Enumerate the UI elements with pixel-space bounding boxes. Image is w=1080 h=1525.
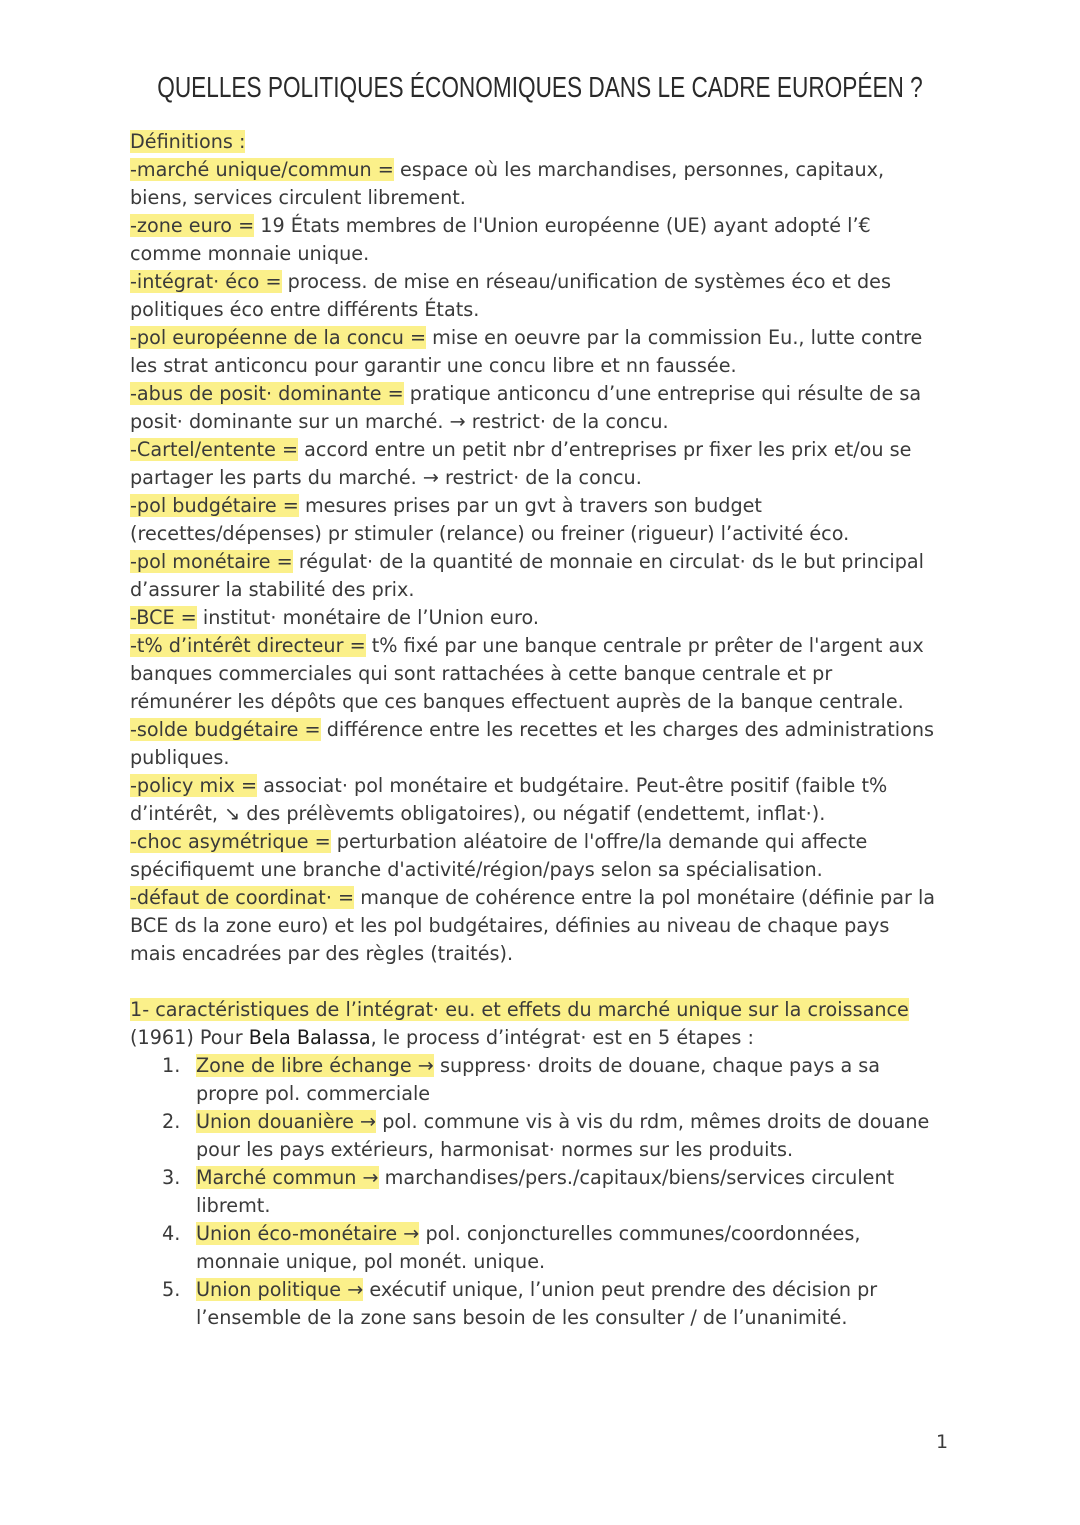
definition-text: comme monnaie unique. [130, 242, 370, 265]
step-text: pol. conjoncturelles communes/coordonnées, [419, 1222, 861, 1245]
definition-text: manque de cohérence entre la pol monétaire (définie par la [354, 886, 936, 909]
definition-term: -marché unique/commun = [130, 158, 394, 181]
definitions-heading: Définitions : [130, 130, 246, 153]
definition-term: -Cartel/entente = [130, 438, 299, 461]
page-number: 1 [936, 1431, 949, 1453]
definition-text: institut· monétaire de l’Union euro. [196, 606, 539, 629]
definition-text: t% fixé par une banque centrale pr prêter de l'argent aux [365, 634, 924, 657]
step-text: marchandises/pers./capitaux/biens/services circulent [378, 1166, 895, 1189]
definition-text: BCE ds la zone euro) et les pol budgétaires, définies au niveau de chaque pays [130, 914, 890, 937]
step-number: 2. [162, 1110, 181, 1133]
definition-text: rémunérer les dépôts que ces banques effectuent auprès de la banque centrale. [130, 690, 904, 713]
definition-term: -choc asymétrique = [130, 830, 331, 853]
step-text: pour les pays extérieurs, harmonisat· normes sur les produits. [196, 1138, 794, 1161]
step-text: propre pol. commerciale [196, 1082, 431, 1105]
definition-item [130, 268, 960, 324]
definition-term: -BCE = [130, 606, 197, 629]
definition-item [130, 772, 960, 828]
definition-text: partager les parts du marché. → restrict· de la concu. [130, 466, 642, 489]
definition-term: -pol européenne de la concu = [130, 326, 427, 349]
step-text: l’ensemble de la zone sans besoin de les consulter / de l’unanimité. [196, 1306, 848, 1329]
section-intro: (1961) Pour Bela Balassa, le process d’intégrat· est en 5 étapes : [130, 1026, 754, 1049]
definition-text: mesures prises par un gvt à travers son budget [298, 494, 762, 517]
author-name: Bela Balassa [248, 1026, 371, 1049]
step-term: Union politique → [196, 1278, 364, 1301]
definition-item [130, 380, 960, 436]
definition-item [130, 828, 960, 884]
integration-step [130, 1220, 960, 1276]
definition-text: mais encadrées par des règles (traités). [130, 942, 514, 965]
integration-step [130, 1276, 960, 1332]
integration-steps-list [130, 1052, 960, 1332]
definition-text: différence entre les recettes et les charges des administrations [320, 718, 935, 741]
integration-step [130, 1164, 960, 1220]
definition-text: pratique anticoncu d’une entreprise qui résulte de sa [403, 382, 922, 405]
step-text: exécutif unique, l’union peut prendre des décision pr [363, 1278, 878, 1301]
section-heading: 1- caractéristiques de l’intégrat· eu. et effets du marché unique sur la croissance [130, 998, 909, 1021]
definition-text: publiques. [130, 746, 230, 769]
step-text: suppress· droits de douane, chaque pays a sa [433, 1054, 881, 1077]
definition-text: biens, services circulent librement. [130, 186, 466, 209]
step-number: 1. [162, 1054, 181, 1077]
document-body [130, 128, 960, 1332]
definition-text: (recettes/dépenses) pr stimuler (relance) ou freiner (rigueur) l’activité éco. [130, 522, 850, 545]
definition-term: -pol monétaire = [130, 550, 293, 573]
definition-item [130, 632, 960, 716]
definition-term: -abus de posit· dominante = [130, 382, 404, 405]
definition-item [130, 492, 960, 548]
integration-step [130, 1052, 960, 1108]
definition-text: mise en oeuvre par la commission Eu., lutte contre [426, 326, 923, 349]
definition-term: -pol budgétaire = [130, 494, 299, 517]
definition-item [130, 436, 960, 492]
integration-step [130, 1108, 960, 1164]
definition-term: -zone euro = [130, 214, 255, 237]
definition-item [130, 884, 960, 968]
definition-item [130, 716, 960, 772]
definition-item [130, 212, 960, 268]
definition-text: process. de mise en réseau/unification de systèmes éco et des [281, 270, 891, 293]
definitions-list [130, 156, 960, 968]
definition-item [130, 324, 960, 380]
definition-text: 19 États membres de l'Union européenne (UE) ayant adopté l’€ [254, 214, 871, 237]
definition-text: associat· pol monétaire et budgétaire. Peut-être positif (faible t% [257, 774, 888, 797]
step-number: 3. [162, 1166, 181, 1189]
definition-text: banques commerciales qui sont rattachées à cette banque centrale et pr [130, 662, 833, 685]
step-number: 5. [162, 1278, 181, 1301]
definition-term: -intégrat· éco = [130, 270, 282, 293]
definition-term: -défaut de coordinat· = [130, 886, 355, 909]
definition-text: accord entre un petit nbr d’entreprises pr fixer les prix et/ou se [298, 438, 912, 461]
step-number: 4. [162, 1222, 181, 1245]
definition-term: -solde budgétaire = [130, 718, 321, 741]
step-term: Union éco-monétaire → [196, 1222, 420, 1245]
definition-term: -t% d’intérêt directeur = [130, 634, 366, 657]
definition-text: perturbation aléatoire de l'offre/la demande qui affecte [330, 830, 868, 853]
step-text: monnaie unique, pol monét. unique. [196, 1250, 546, 1273]
definition-item [130, 156, 960, 212]
step-term: Union douanière → [196, 1110, 377, 1133]
definition-text: spécifiquemt une branche d'activité/région/pays selon sa spécialisation. [130, 858, 823, 881]
definition-text: posit· dominante sur un marché. → restrict· de la concu. [130, 410, 669, 433]
step-text: pol. commune vis à vis du rdm, mêmes droits de douane [376, 1110, 930, 1133]
definition-item [130, 548, 960, 604]
definition-text: politiques éco entre différents États. [130, 298, 480, 321]
definition-text: régulat· de la quantité de monnaie en circulat· ds le but principal [292, 550, 925, 573]
step-text: libremt. [196, 1194, 271, 1217]
definition-text: d’intérêt, ↘ des prélèvemts obligatoires), ou négatif (endettemt, inflat·). [130, 802, 826, 825]
page-title: QUELLES POLITIQUES ÉCONOMIQUES DANS LE CADRE EUROPÉEN ? [157, 72, 923, 104]
step-term: Marché commun → [196, 1166, 379, 1189]
definition-item [130, 604, 960, 632]
definition-text: d’assurer la stabilité des prix. [130, 578, 415, 601]
definition-term: -policy mix = [130, 774, 258, 797]
definition-text: les strat anticoncu pour garantir une concu libre et nn faussée. [130, 354, 737, 377]
definition-text: espace où les marchandises, personnes, capitaux, [393, 158, 885, 181]
step-term: Zone de libre échange → [196, 1054, 434, 1077]
